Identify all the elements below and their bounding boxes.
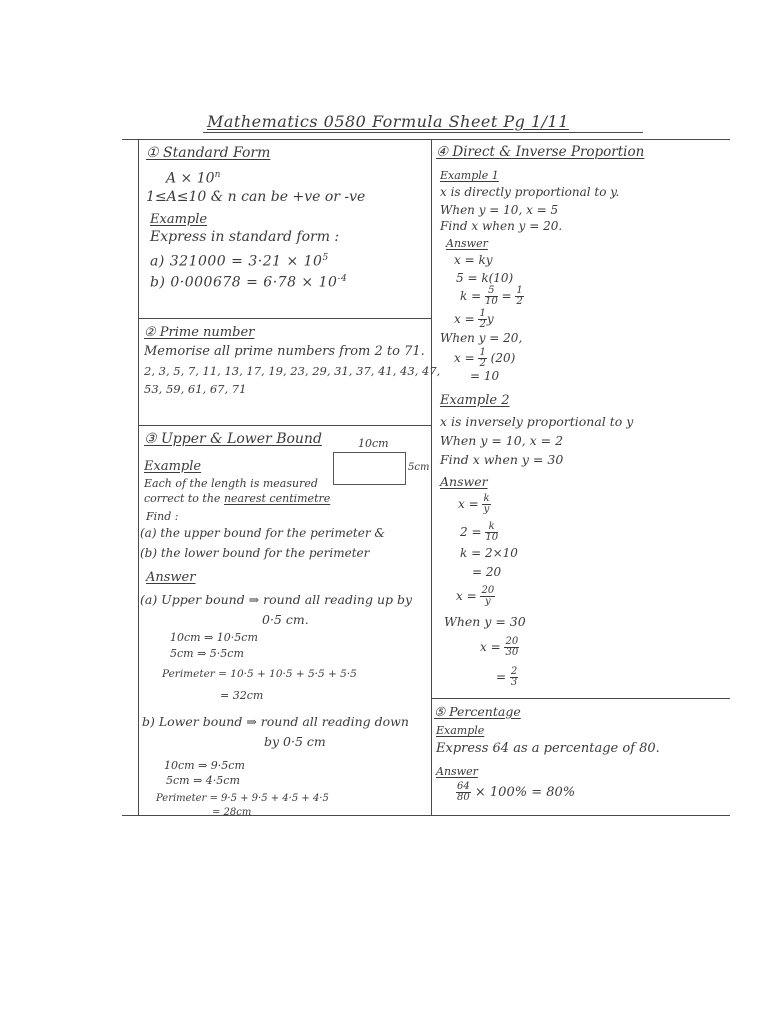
standard-form-heading: ① Standard Form xyxy=(146,145,271,161)
proportion-b5 xyxy=(456,586,495,607)
prime-number-heading: ② Prime number xyxy=(144,325,255,340)
proportion-answer1-label: Answer xyxy=(446,237,488,250)
proportion-b4: = 20 xyxy=(472,565,502,579)
upper-bound-line3: 10cm ⇒ 10·5cm xyxy=(170,631,258,644)
proportion-b8 xyxy=(496,667,518,688)
proportion-b2 xyxy=(460,522,498,543)
frac-den: y xyxy=(485,596,491,607)
proportion-b2-pre: 2 = xyxy=(460,525,482,539)
proportion-b2-frac xyxy=(485,522,498,543)
frac-den: 2 xyxy=(479,319,486,330)
proportion-b7-frac xyxy=(504,637,519,658)
lower-bound-line2: by 0·5 cm xyxy=(264,734,326,749)
prime-number-line2: 2, 3, 5, 7, 11, 13, 17, 19, 23, 29, 31, 37, 41, 43, 47, xyxy=(144,364,441,378)
frac-num: 1 xyxy=(479,308,486,319)
page-title: Mathematics 0580 Formula Sheet Pg 1/11 xyxy=(207,112,569,131)
lower-bound-line4: 5cm ⇒ 4·5cm xyxy=(166,774,240,787)
proportion-b8-frac xyxy=(510,667,518,688)
upper-bound-line5: Perimeter = 10·5 + 10·5 + 5·5 + 5·5 xyxy=(162,668,357,680)
frac-den: 2 xyxy=(516,296,523,307)
proportion-e2-line1: x is inversely proportional to y xyxy=(440,414,634,429)
prime-number-line3: 53, 59, 61, 67, 71 xyxy=(144,382,247,396)
proportion-a6-post: (20) xyxy=(490,351,516,365)
proportion-a3 xyxy=(460,286,524,307)
bounds-q2-prefix: correct to the xyxy=(144,492,221,505)
proportion-a4-post: y xyxy=(486,312,494,326)
lower-bound-line1: b) Lower bound ⇒ round all reading down xyxy=(142,714,409,729)
proportion-b7 xyxy=(480,637,519,658)
standard-form-b-exp: -4 xyxy=(337,274,348,284)
percentage-answer-label: Answer xyxy=(436,765,478,778)
divider-s2-s3 xyxy=(138,425,431,426)
proportion-a3-frac xyxy=(485,286,498,307)
proportion-a2: 5 = k(10) xyxy=(456,271,514,285)
standard-form-instruction: Express in standard form : xyxy=(150,229,340,245)
standard-form-b xyxy=(150,272,347,291)
proportion-a4-frac xyxy=(478,309,486,330)
proportion-a3-eq: = xyxy=(501,289,512,303)
percentage-answer xyxy=(456,782,575,803)
proportion-heading: ④ Direct & Inverse Proportion xyxy=(436,144,645,160)
proportion-b7-pre: x = xyxy=(480,640,501,654)
lower-bound-line5: Perimeter = 9·5 + 9·5 + 4·5 + 4·5 xyxy=(156,793,329,804)
standard-form-a xyxy=(150,251,329,270)
upper-bound-line1: (a) Upper bound ⇒ round all reading up by xyxy=(140,592,413,607)
bounds-example-label: Example xyxy=(144,459,202,474)
proportion-a3-frac2 xyxy=(515,286,523,307)
frac-num: 64 xyxy=(457,781,470,792)
frac-den: y xyxy=(483,504,490,515)
frac-num: k xyxy=(485,522,498,533)
bounds-find: Find : xyxy=(146,510,179,523)
bounds-q2-emphasis: nearest centimetre xyxy=(223,492,331,505)
proportion-example1-label: Example 1 xyxy=(440,169,499,182)
frac-den: 10 xyxy=(485,532,499,543)
bounds-heading: ③ Upper & Lower Bound xyxy=(144,431,322,447)
upper-bound-line2: 0·5 cm. xyxy=(262,612,309,627)
percentage-frac xyxy=(456,782,471,803)
proportion-a7: = 10 xyxy=(470,369,500,383)
proportion-a4-pre: x = xyxy=(454,312,475,326)
frac-num: 20 xyxy=(505,636,519,647)
grid-top-line xyxy=(122,139,730,140)
standard-form-b-text: b) 0·000678 = 6·78 × 10 xyxy=(150,274,338,291)
standard-form-example-label: Example xyxy=(150,212,208,227)
proportion-b1-frac xyxy=(482,494,490,515)
rect-top-label: 10cm xyxy=(358,437,389,450)
frac-num: k xyxy=(483,493,490,504)
proportion-e1-line2: When y = 10, x = 5 xyxy=(440,203,559,217)
proportion-a3-pre: k = xyxy=(460,289,482,303)
rect-side-label: 5cm xyxy=(408,462,430,473)
frac-num: 2 xyxy=(510,666,518,677)
standard-form-a-text: a) 321000 = 3·21 × 10 xyxy=(150,253,323,270)
frac-num: 5 xyxy=(485,286,498,297)
standard-form-condition: 1≤A≤10 & n can be +ve or -ve xyxy=(146,189,366,205)
proportion-b6: When y = 30 xyxy=(444,614,526,629)
divider-s1-s2 xyxy=(138,318,431,319)
standard-form-a-exp: 5 xyxy=(322,253,329,263)
proportion-e1-line3: Find x when y = 20. xyxy=(440,219,563,233)
proportion-e1-line1: x is directly proportional to y. xyxy=(440,185,620,199)
proportion-a6 xyxy=(454,348,515,369)
proportion-a4 xyxy=(454,309,494,330)
frac-num: 20 xyxy=(481,585,495,596)
bounds-question-2 xyxy=(144,491,330,506)
standard-form-formula xyxy=(166,168,220,187)
proportion-b5-frac xyxy=(480,586,495,607)
lower-bound-line6: = 28cm xyxy=(212,807,252,818)
proportion-a6-frac xyxy=(478,348,486,369)
upper-bound-line6: = 32cm xyxy=(220,689,264,702)
grid-left-line xyxy=(138,139,139,815)
frac-den: 80 xyxy=(457,792,470,803)
percentage-result: × 100% = 80% xyxy=(474,785,576,800)
proportion-answer2-label: Answer xyxy=(440,474,488,489)
bounds-find-b: (b) the lower bound for the perimeter xyxy=(140,546,370,560)
bounds-find-a: (a) the upper bound for the perimeter & xyxy=(140,526,386,540)
proportion-b1-pre: x = xyxy=(458,497,479,511)
formula-exponent: n xyxy=(214,170,221,180)
frac-den: 2 xyxy=(479,358,486,369)
lower-bound-line3: 10cm ⇒ 9·5cm xyxy=(164,759,245,772)
upper-bound-line4: 5cm ⇒ 5·5cm xyxy=(170,647,244,660)
frac-den: 3 xyxy=(510,677,518,688)
proportion-b8-pre: = xyxy=(496,670,507,684)
percentage-example-label: Example xyxy=(436,724,485,737)
grid-middle-line xyxy=(431,139,432,815)
proportion-e2-line3: Find x when y = 30 xyxy=(440,452,564,467)
percentage-question: Express 64 as a percentage of 80. xyxy=(436,741,660,756)
frac-den: 30 xyxy=(505,647,519,658)
formula-base: A × 10 xyxy=(166,170,215,187)
proportion-e2-line2: When y = 10, x = 2 xyxy=(440,433,564,448)
frac-den: 10 xyxy=(484,296,498,307)
proportion-b1 xyxy=(458,494,491,515)
proportion-a5: When y = 20, xyxy=(440,331,523,345)
proportion-b3: k = 2×10 xyxy=(460,546,518,560)
proportion-a1: x = ky xyxy=(454,253,493,267)
prime-number-line1: Memorise all prime numbers from 2 to 71. xyxy=(144,344,425,359)
measured-rectangle xyxy=(333,452,406,485)
percentage-heading: ⑤ Percentage xyxy=(434,704,521,719)
proportion-example2-label: Example 2 xyxy=(440,393,510,408)
frac-num: 1 xyxy=(516,285,523,296)
divider-s4-s5 xyxy=(431,698,730,699)
bounds-question-1: Each of the length is measured xyxy=(144,477,318,490)
bounds-answer-label: Answer xyxy=(146,570,196,585)
frac-num: 1 xyxy=(479,347,486,358)
proportion-a6-pre: x = xyxy=(454,351,475,365)
title-underline xyxy=(203,132,643,133)
proportion-b5-pre: x = xyxy=(456,589,477,603)
